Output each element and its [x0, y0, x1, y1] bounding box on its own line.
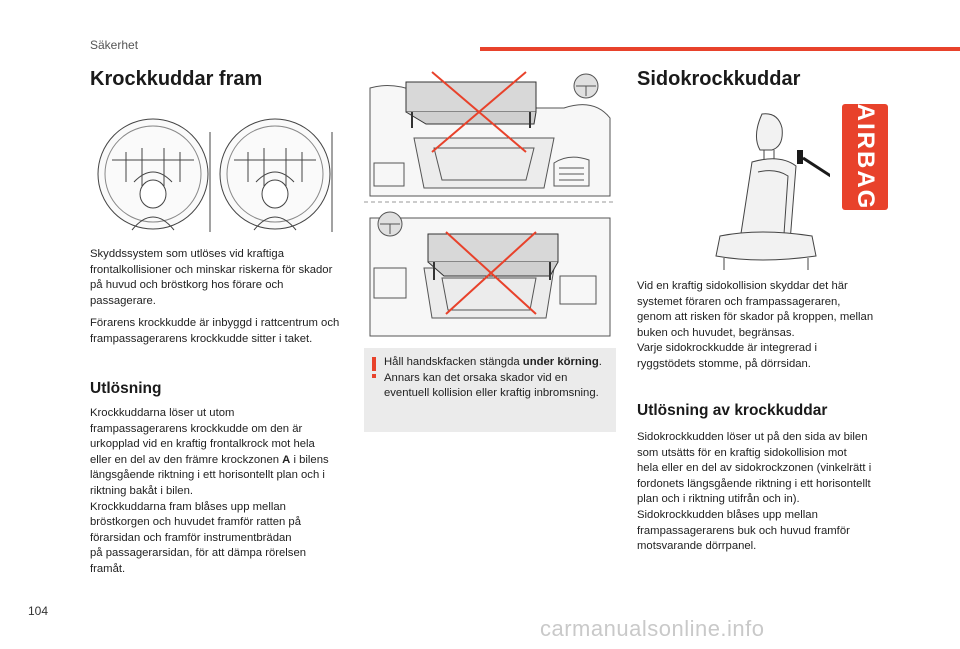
warning-text: Håll handskfacken stängda under körning. Annars kan det orsaka skador vid en eventuell kollision eller kraftig inbromsning. [384, 356, 602, 400]
deployment-subtitle: Utlösning [90, 380, 162, 397]
crash-zone-label: A [282, 453, 291, 466]
intro-paragraph-1: Skyddssystem som utlöses vid kraftiga frontalkollisioner och minskar riskerna för skador på huvud och bröstkorg hos förare och passagerare. [90, 248, 333, 307]
header-accent-rule [480, 47, 960, 51]
side-deployment-subtitle: Utlösning av krockkuddar [637, 402, 828, 419]
side-airbags-title: Sidokrockkuddar [637, 68, 801, 90]
glovebox-illustration [364, 68, 616, 341]
watermark: carmanualsonline.info [540, 616, 765, 641]
seat-illustration [700, 110, 830, 272]
intro-paragraph-2: Förarens krockkudde är inbyggd i rattcentrum och frampassagerarens krockkudde sitter i taket. [90, 317, 340, 345]
airbag-badge-text: AIRBAG [852, 103, 879, 211]
airbag-badge [842, 104, 888, 210]
front-airbag-illustration [90, 112, 340, 238]
page-number: 104 [28, 604, 49, 618]
side-airbags-intro: Vid en kraftig sidokollision skyddar det här systemet föraren och frampassageraren, genom att risken för skador på kroppen, mellan buken och huvudet, begränsas. Varje sidokrockkudde är integrerad i ryggstödets stomme, på dörrsidan. [637, 280, 874, 370]
front-airbags-title: Krockkuddar fram [90, 68, 263, 90]
front-airbags-intro [90, 247, 342, 348]
warning-exclamation-icon [372, 357, 376, 377]
front-deployment-text: Krockkuddarna löser ut utom frampassagerarens krockkudde om den är urkopplad vid en kraftig frontalkrock mot hela eller en del av den främre krockzonen A i bilens längsgående riktning i ett horisontellt plan och i riktning bakåt i bilen. Krockkuddarna fram blåses upp mellan bröstkorgen och huvudet framför ratten på förarsidan och framför instrumentbrädan på passagerarsidan, för att dämpa rörelsen framåt. [90, 407, 329, 575]
side-deployment-text: Sidokrockkudden löser ut på den sida av bilen som utsätts för en kraftig sidokollision mot hela eller en del av sidokrockzonen (vinkelrätt i fordonets längsgående riktning i ett horisontellt plan och i riktning utifrån och in). Sidokrockkudden blåses upp mellan frampassagerarens buk och huvud framför motsvarande dörrpanel. [637, 431, 872, 553]
section-label: Säkerhet [90, 38, 139, 52]
warning-box [364, 348, 616, 432]
